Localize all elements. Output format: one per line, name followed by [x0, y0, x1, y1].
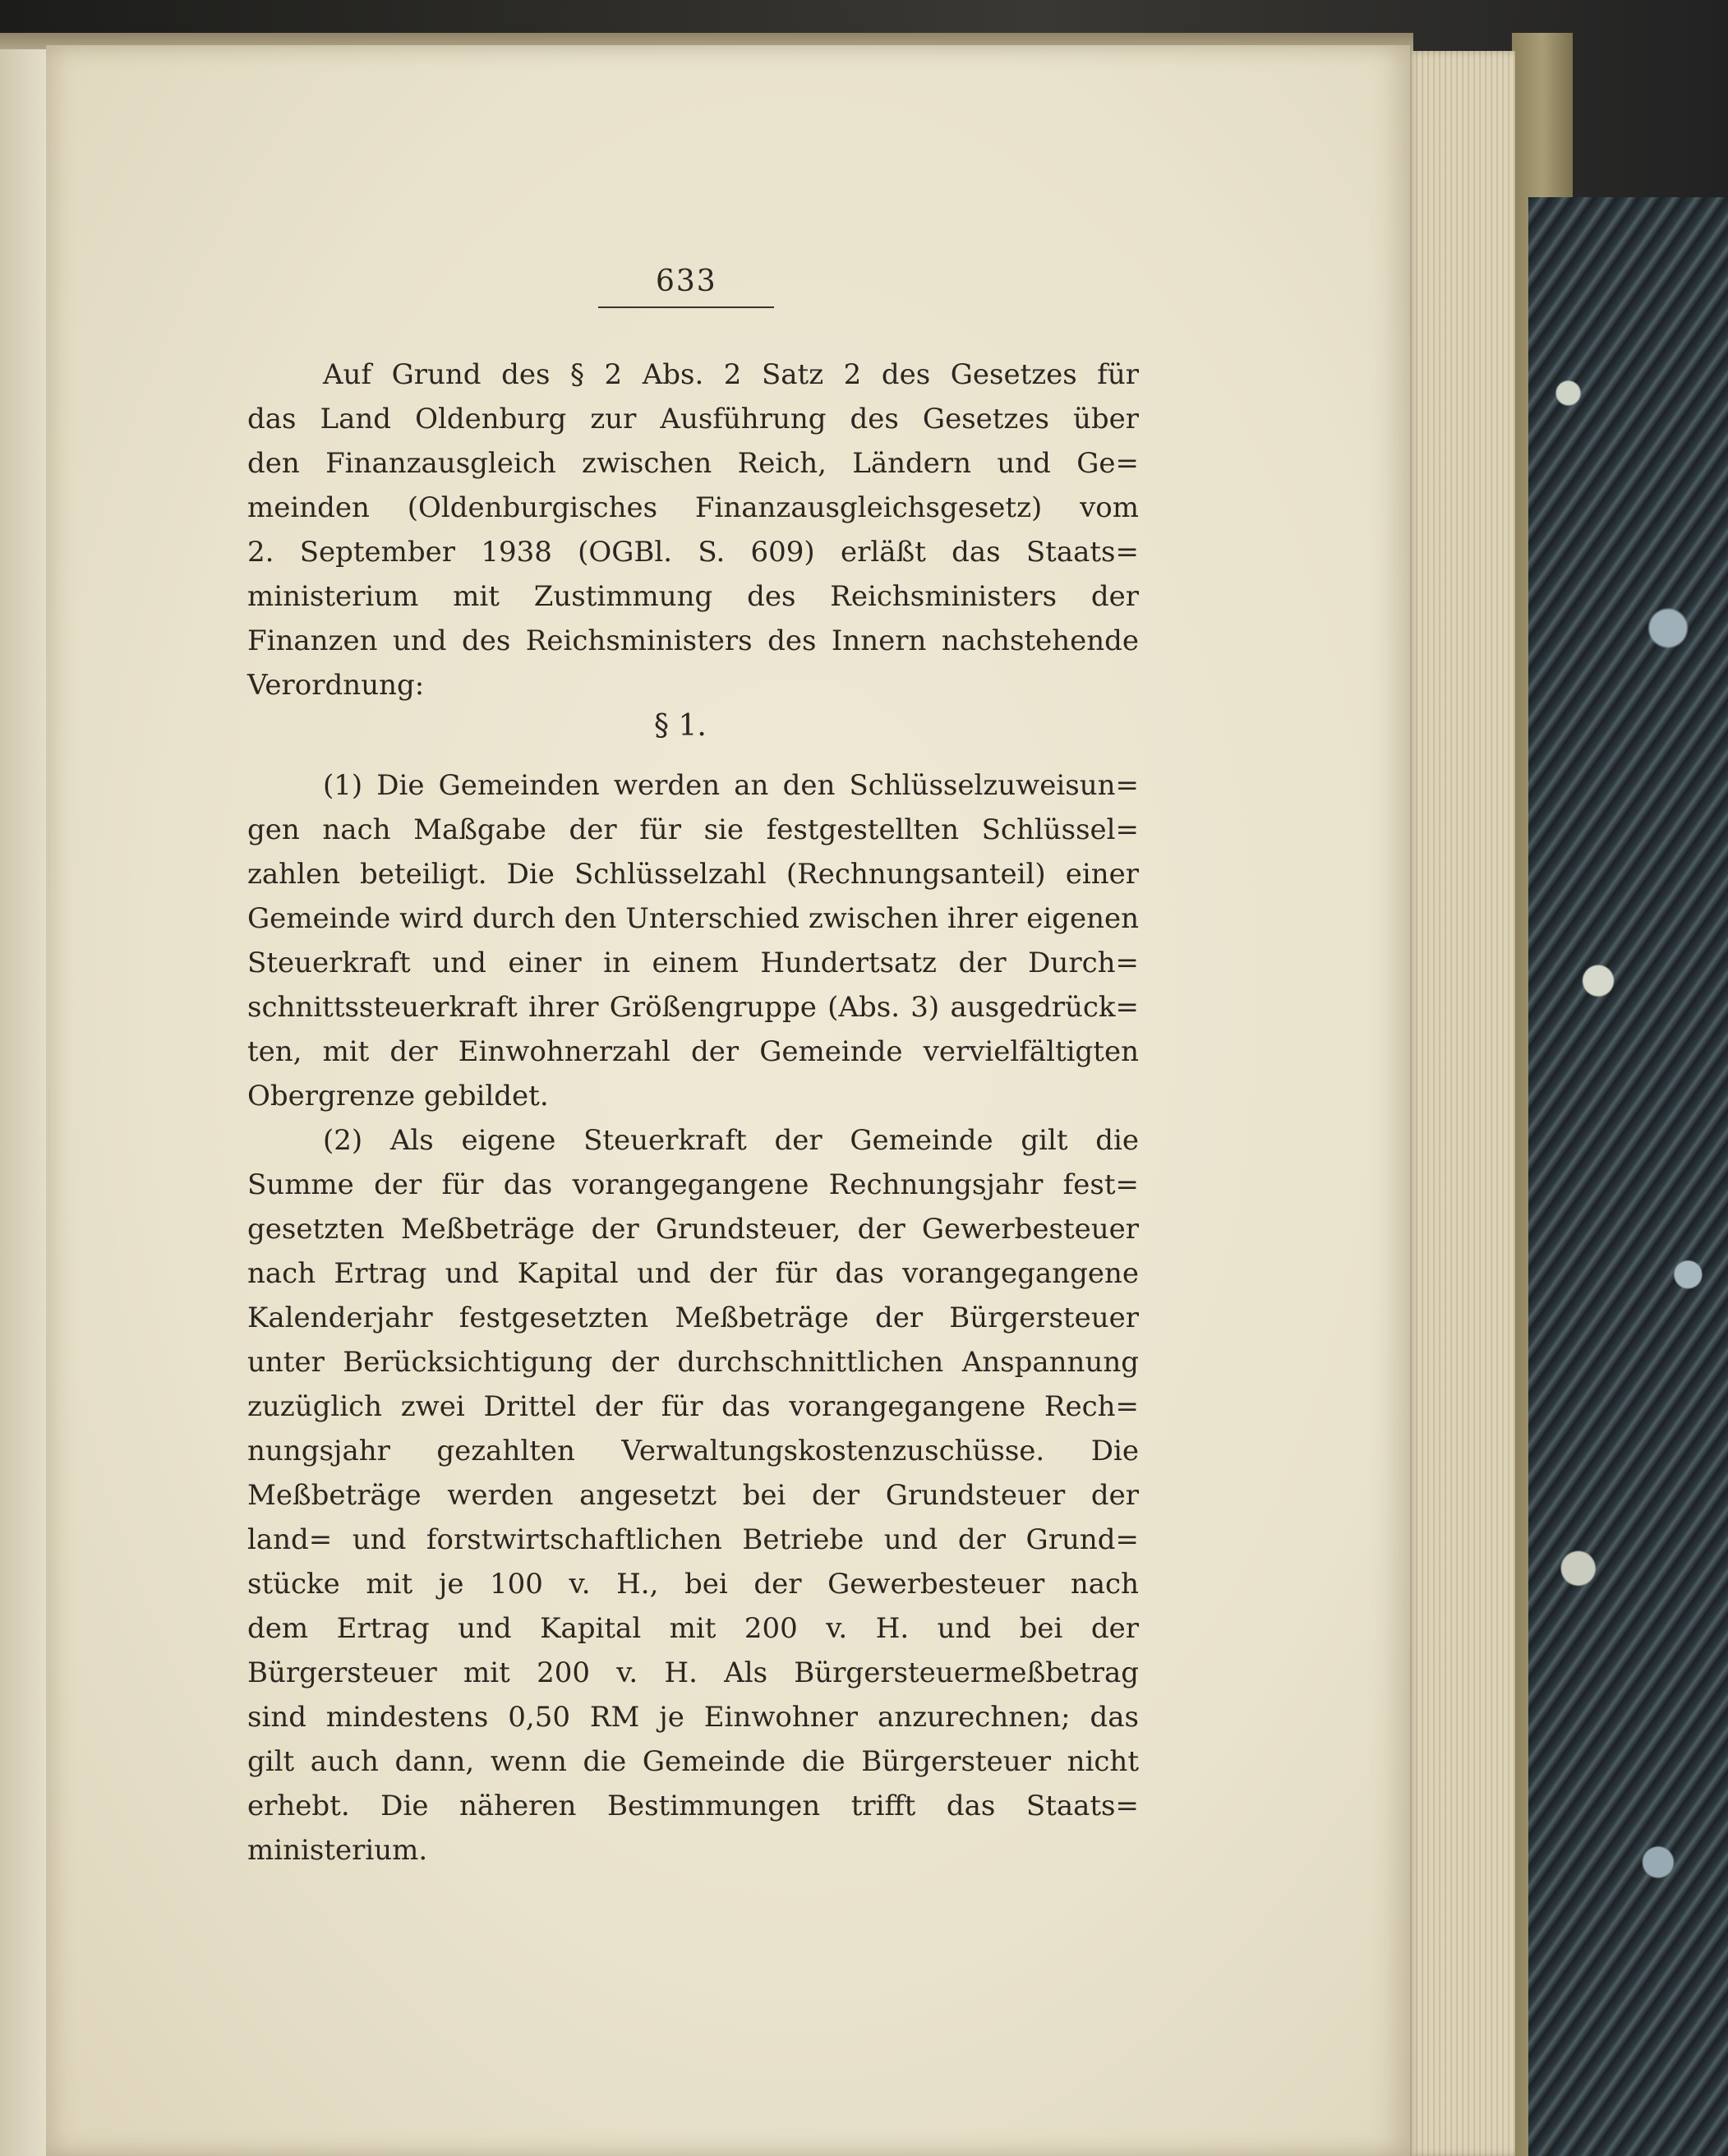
paragraph2-line: ministerium.: [247, 1834, 428, 1867]
book-page: [46, 45, 1410, 2156]
paragraph2-line: gilt auch dann, wenn die Gemeinde die Bürgersteuer nicht: [247, 1745, 1139, 1778]
paragraph1-line: gen nach Maßgabe der für sie festgestellten Schlüssel=: [247, 813, 1139, 846]
paragraph2-line: erhebt. Die näheren Bestimmungen trifft das Staats=: [247, 1790, 1139, 1822]
intro-line: Auf Grund des § 2 Abs. 2 Satz 2 des Gesetzes für: [323, 358, 1139, 391]
paragraph2-line: stücke mit je 100 v. H., bei der Gewerbesteuer nach: [247, 1568, 1139, 1601]
paragraph1-line: Obergrenze gebildet.: [247, 1080, 549, 1113]
intro-line: den Finanzausgleich zwischen Reich, Ländern und Ge=: [247, 447, 1139, 480]
paragraph2-line: Meßbeträge werden angesetzt bei der Grundsteuer der: [247, 1479, 1139, 1512]
paragraph1-line: (1) Die Gemeinden werden an den Schlüsselzuweisun=: [323, 769, 1139, 802]
paragraph2-line: nungsjahr gezahlten Verwaltungskostenzuschüsse. Die: [247, 1435, 1139, 1467]
paragraph2-line: zuzüglich zwei Drittel der für das vorangegangene Rech=: [247, 1390, 1139, 1423]
paragraph2-line: gesetzten Meßbeträge der Grundsteuer, der Gewerbesteuer: [247, 1213, 1139, 1246]
paragraph2-line: (2) Als eigene Steuerkraft der Gemeinde gilt die: [323, 1124, 1139, 1157]
intro-line: das Land Oldenburg zur Ausführung des Gesetzes über: [247, 403, 1139, 435]
paragraph2-line: Kalenderjahr festgesetzten Meßbeträge der Bürgersteuer: [247, 1301, 1139, 1334]
intro-line: ministerium mit Zustimmung des Reichsministers der: [247, 580, 1139, 613]
paragraph2-line: land= und forstwirtschaftlichen Betriebe und der Grund=: [247, 1523, 1139, 1556]
paragraph1-line: zahlen beteiligt. Die Schlüsselzahl (Rechnungsanteil) einer: [247, 858, 1139, 891]
intro-line: Finanzen und des Reichsministers des Innern nachstehende: [247, 624, 1139, 657]
paragraph2-line: unter Berücksichtigung der durchschnittlichen Anspannung: [247, 1346, 1139, 1379]
paragraph1-line: Gemeinde wird durch den Unterschied zwischen ihrer eigenen: [247, 902, 1139, 935]
section-heading: § 1.: [654, 709, 707, 743]
facing-page-edge: [0, 49, 49, 2156]
paragraph2-line: Bürgersteuer mit 200 v. H. Als Bürgersteuermeßbetrag: [247, 1656, 1139, 1689]
paragraph2-line: dem Ertrag und Kapital mit 200 v. H. und bei der: [247, 1612, 1139, 1645]
paragraph2-line: sind mindestens 0,50 RM je Einwohner anzurechnen; das: [247, 1701, 1139, 1734]
intro-line: 2. September 1938 (OGBl. S. 609) erläßt das Staats=: [247, 536, 1139, 569]
paragraph2-line: Summe der für das vorangegangene Rechnungsjahr fest=: [247, 1168, 1139, 1201]
intro-line: meinden (Oldenburgisches Finanzausgleichsgesetz) vom: [247, 491, 1139, 524]
marbled-cover-board: [1528, 197, 1728, 2156]
stacked-page-edges: [1407, 51, 1515, 2156]
paragraph1-line: schnittssteuerkraft ihrer Größengruppe (Abs. 3) ausgedrück=: [247, 991, 1139, 1024]
paragraph1-line: Steuerkraft und einer in einem Hundertsatz der Durch=: [247, 947, 1139, 979]
intro-line: Verordnung:: [247, 669, 425, 702]
paragraph1-line: ten, mit der Einwohnerzahl der Gemeinde vervielfältigten: [247, 1035, 1139, 1068]
paragraph2-line: nach Ertrag und Kapital und der für das vorangegangene: [247, 1257, 1139, 1290]
page-number-rule: [598, 306, 774, 308]
page-number: 633: [656, 265, 717, 298]
